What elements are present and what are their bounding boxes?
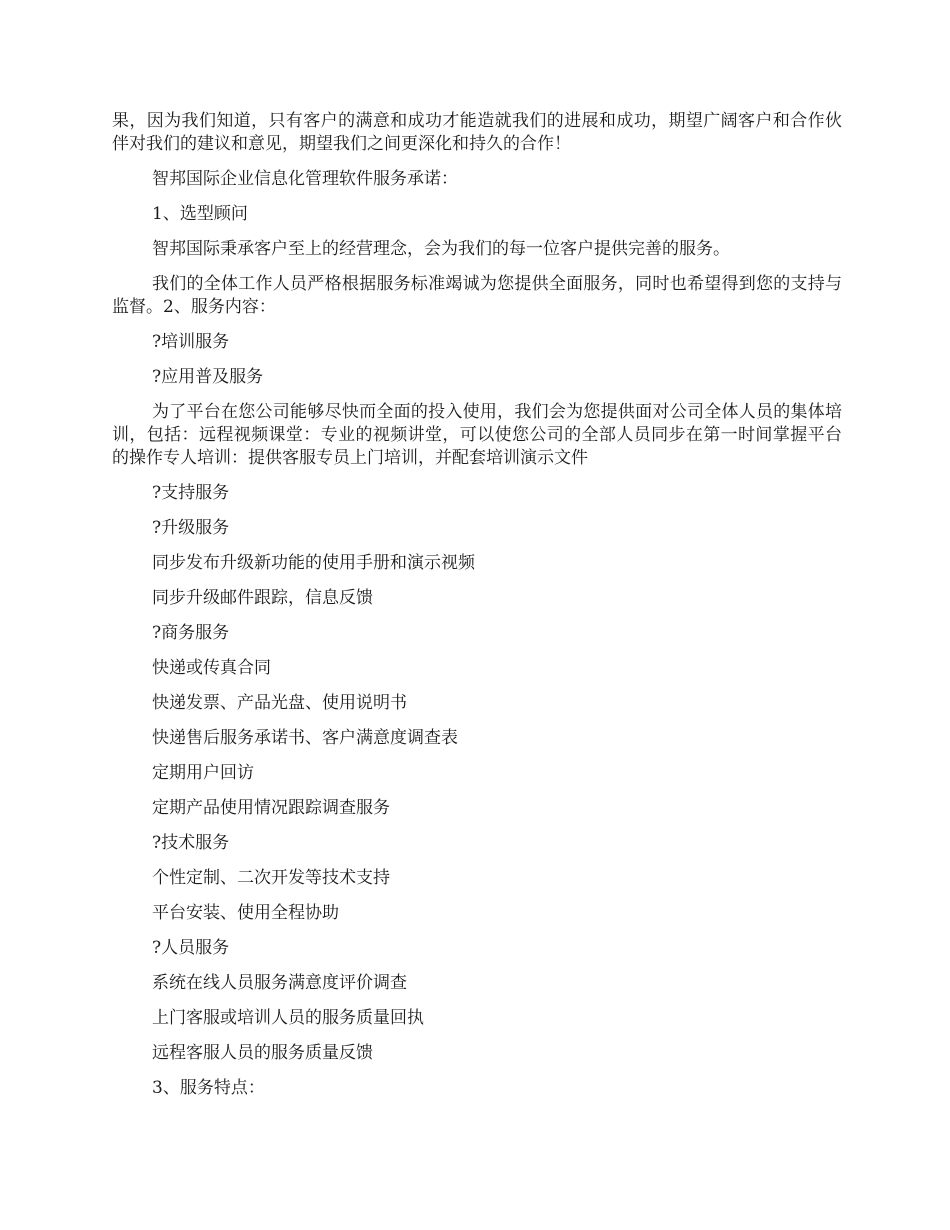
paragraph-staff-commitment: 我们的全体工作人员严格根据服务标准竭诚为您提供全面服务，同时也希望得到您的支持与监督。2、服务内容： xyxy=(112,274,842,317)
paragraph-service-commitment-title: 智邦国际企业信息化管理软件服务承诺： xyxy=(152,169,458,189)
list-item-commitment-delivery: 快递售后服务承诺书、客户满意度调查表 xyxy=(152,728,458,748)
list-item-application-service: ?应用普及服务 xyxy=(152,367,264,387)
list-item-online-evaluation: 系统在线人员服务满意度评价调查 xyxy=(152,973,407,993)
document-body xyxy=(112,110,842,1112)
list-item-upgrade-manual: 同步发布升级新功能的使用手册和演示视频 xyxy=(152,553,475,573)
list-item-support-service: ?支持服务 xyxy=(152,483,230,503)
list-item-custom-development: 个性定制、二次开发等技术支持 xyxy=(152,868,390,888)
paragraph-closing-remarks: 果，因为我们知道，只有客户的满意和成功才能造就我们的进展和成功，期望广阔客户和合作伙伴对我们的建议和意见，期望我们之间更深化和持久的合作！ xyxy=(112,111,842,154)
list-item-upgrade-email: 同步升级邮件跟踪，信息反馈 xyxy=(152,588,373,608)
list-item-remote-feedback: 远程客服人员的服务质量反馈 xyxy=(152,1043,373,1063)
paragraph-customer-first: 智邦国际秉承客户至上的经营理念，会为我们的每一位客户提供完善的服务。 xyxy=(152,239,730,259)
list-item-invoice-delivery: 快递发票、产品光盘、使用说明书 xyxy=(152,693,407,713)
list-item-contract-delivery: 快递或传真合同 xyxy=(152,658,271,678)
list-item-user-visit: 定期用户回访 xyxy=(152,763,254,783)
list-item-training-service: ?培训服务 xyxy=(152,332,230,352)
list-item-usage-tracking: 定期产品使用情况跟踪调查服务 xyxy=(152,798,390,818)
list-item-technical-service: ?技术服务 xyxy=(152,833,230,853)
list-item-installation-help: 平台安装、使用全程协助 xyxy=(152,903,339,923)
paragraph-section-3-heading: 3、服务特点： xyxy=(152,1078,265,1098)
list-item-upgrade-service: ?升级服务 xyxy=(152,518,230,538)
paragraph-section-1-heading: 1、选型顾问 xyxy=(152,204,248,224)
list-item-onsite-receipt: 上门客服或培训人员的服务质量回执 xyxy=(152,1008,424,1028)
list-item-personnel-service: ?人员服务 xyxy=(152,938,230,958)
paragraph-training-details: 为了平台在您公司能够尽快而全面的投入使用，我们会为您提供面对公司全体人员的集体培训，包括：远程视频课堂：专业的视频讲堂，可以使您公司的全部人员同步在第一时间掌握平台的操作专人培训：提供客服专员上门培训，并配套培训演示文件 xyxy=(112,402,842,468)
list-item-business-service: ?商务服务 xyxy=(152,623,230,643)
